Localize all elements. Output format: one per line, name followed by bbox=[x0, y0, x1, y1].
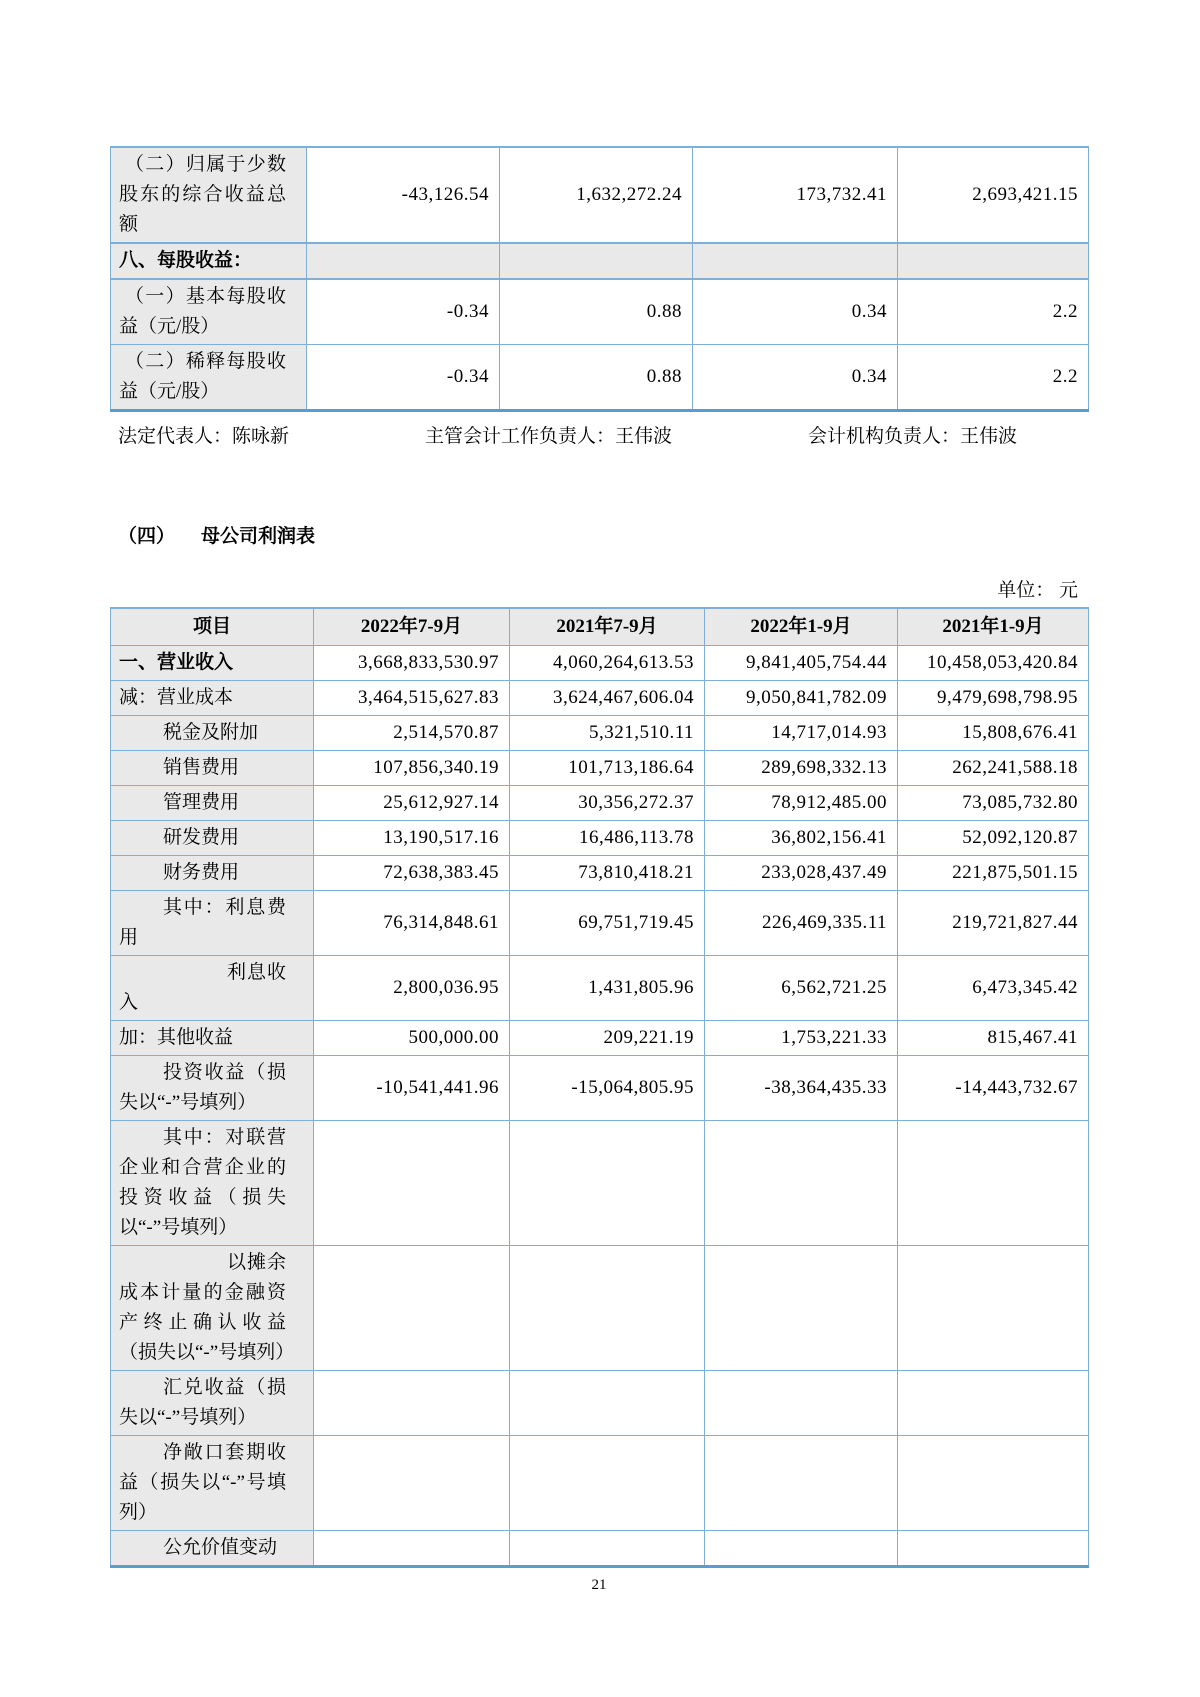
value-cell: 36,802,156.41 bbox=[705, 821, 898, 856]
value-cell: -0.34 bbox=[307, 279, 500, 345]
value-cell bbox=[510, 1246, 705, 1371]
value-cell bbox=[510, 1531, 705, 1567]
value-cell: 73,085,732.80 bbox=[898, 786, 1089, 821]
value-cell: 1,753,221.33 bbox=[705, 1021, 898, 1056]
value-cell: 76,314,848.61 bbox=[314, 891, 510, 956]
value-cell: 101,713,186.64 bbox=[510, 751, 705, 786]
value-cell: 25,612,927.14 bbox=[314, 786, 510, 821]
value-cell: 10,458,053,420.84 bbox=[898, 646, 1089, 681]
accounting-org-head: 会计机构负责人：王伟波 bbox=[808, 426, 1018, 447]
section-heading-label: （四） bbox=[118, 526, 176, 547]
value-cell: 221,875,501.15 bbox=[898, 856, 1089, 891]
row-label-cell: 以摊余成本计量的金融资产终止确认收益（损失以“-”号填列） bbox=[111, 1246, 314, 1371]
value-cell bbox=[705, 1246, 898, 1371]
table-row bbox=[111, 1436, 1089, 1531]
table-row bbox=[111, 1246, 1089, 1371]
value-cell: 0.88 bbox=[500, 345, 693, 411]
table-header-row bbox=[111, 608, 1089, 646]
table-row bbox=[111, 856, 1089, 891]
value-cell bbox=[314, 1246, 510, 1371]
value-cell: 9,479,698,798.95 bbox=[898, 681, 1089, 716]
row-label-cell: 财务费用 bbox=[111, 856, 314, 891]
value-cell: 226,469,335.11 bbox=[705, 891, 898, 956]
table-row bbox=[111, 1371, 1089, 1436]
value-cell: 78,912,485.00 bbox=[705, 786, 898, 821]
value-cell: 2,693,421.15 bbox=[898, 147, 1089, 243]
column-header: 2021年1-9月 bbox=[898, 608, 1089, 646]
value-cell: -15,064,805.95 bbox=[510, 1056, 705, 1121]
row-label-cell: 一、营业收入 bbox=[111, 646, 314, 681]
value-cell bbox=[898, 1371, 1089, 1436]
signature-line bbox=[110, 421, 1088, 449]
value-cell: -10,541,441.96 bbox=[314, 1056, 510, 1121]
table-row bbox=[111, 786, 1089, 821]
table-row bbox=[111, 751, 1089, 786]
value-cell: 815,467.41 bbox=[898, 1021, 1089, 1056]
value-cell bbox=[510, 1371, 705, 1436]
row-label-cell: 净敞口套期收益（损失以“-”号填列） bbox=[111, 1436, 314, 1531]
row-label-cell: 研发费用 bbox=[111, 821, 314, 856]
row-label-cell: 公允价值变动 bbox=[111, 1531, 314, 1567]
row-label-cell: 八、每股收益： bbox=[111, 243, 307, 279]
value-cell: 3,624,467,606.04 bbox=[510, 681, 705, 716]
value-cell: 6,473,345.42 bbox=[898, 956, 1089, 1021]
value-cell bbox=[705, 1371, 898, 1436]
table-row bbox=[111, 1121, 1089, 1246]
table-row bbox=[111, 681, 1089, 716]
value-cell bbox=[307, 243, 500, 279]
section-row bbox=[111, 243, 1089, 279]
page-number: 21 bbox=[591, 1577, 607, 1593]
row-label-cell: 加：其他收益 bbox=[111, 1021, 314, 1056]
row-label-cell: 减：营业成本 bbox=[111, 681, 314, 716]
value-cell: 2,514,570.87 bbox=[314, 716, 510, 751]
column-header: 2022年7-9月 bbox=[314, 608, 510, 646]
value-cell: 13,190,517.16 bbox=[314, 821, 510, 856]
value-cell: 0.34 bbox=[693, 279, 898, 345]
column-header: 2021年7-9月 bbox=[510, 608, 705, 646]
section-heading bbox=[110, 521, 1088, 548]
value-cell: 0.34 bbox=[693, 345, 898, 411]
value-cell: 289,698,332.13 bbox=[705, 751, 898, 786]
row-label-cell: 其中：利息费用 bbox=[111, 891, 314, 956]
value-cell: -43,126.54 bbox=[307, 147, 500, 243]
row-label-cell: 投资收益（损失以“-”号填列） bbox=[111, 1056, 314, 1121]
table-row bbox=[111, 646, 1089, 681]
value-cell: -38,364,435.33 bbox=[705, 1056, 898, 1121]
table-row bbox=[111, 1056, 1089, 1121]
value-cell bbox=[500, 243, 693, 279]
value-cell bbox=[898, 243, 1089, 279]
value-cell: 3,668,833,530.97 bbox=[314, 646, 510, 681]
table-row bbox=[111, 279, 1089, 345]
value-cell bbox=[314, 1531, 510, 1567]
value-cell: 173,732.41 bbox=[693, 147, 898, 243]
parent-company-income-statement-table bbox=[110, 607, 1089, 1568]
value-cell bbox=[510, 1121, 705, 1246]
value-cell: 6,562,721.25 bbox=[705, 956, 898, 1021]
value-cell: 5,321,510.11 bbox=[510, 716, 705, 751]
value-cell: 14,717,014.93 bbox=[705, 716, 898, 751]
value-cell bbox=[705, 1436, 898, 1531]
value-cell: 72,638,383.45 bbox=[314, 856, 510, 891]
page-content bbox=[110, 146, 1088, 1594]
value-cell bbox=[693, 243, 898, 279]
chief-accountant: 主管会计工作负责人：王伟波 bbox=[425, 426, 673, 447]
value-cell: 219,721,827.44 bbox=[898, 891, 1089, 956]
unit-label: 单位： 元 bbox=[997, 580, 1078, 601]
value-cell bbox=[314, 1371, 510, 1436]
table-row bbox=[111, 891, 1089, 956]
value-cell bbox=[898, 1436, 1089, 1531]
value-cell: 1,632,272.24 bbox=[500, 147, 693, 243]
value-cell: 262,241,588.18 bbox=[898, 751, 1089, 786]
value-cell bbox=[314, 1121, 510, 1246]
value-cell: 107,856,340.19 bbox=[314, 751, 510, 786]
value-cell: 209,221.19 bbox=[510, 1021, 705, 1056]
value-cell: 233,028,437.49 bbox=[705, 856, 898, 891]
table-row bbox=[111, 147, 1089, 243]
value-cell: 2.2 bbox=[898, 345, 1089, 411]
value-cell: 3,464,515,627.83 bbox=[314, 681, 510, 716]
row-label-cell: （一）基本每股收益（元/股） bbox=[111, 279, 307, 345]
value-cell: 9,841,405,754.44 bbox=[705, 646, 898, 681]
column-header: 项目 bbox=[111, 608, 314, 646]
section-heading-title: 母公司利润表 bbox=[201, 526, 316, 547]
value-cell: 1,431,805.96 bbox=[510, 956, 705, 1021]
table-row bbox=[111, 1021, 1089, 1056]
value-cell bbox=[510, 1436, 705, 1531]
row-label-cell: 销售费用 bbox=[111, 751, 314, 786]
value-cell: 9,050,841,782.09 bbox=[705, 681, 898, 716]
value-cell bbox=[705, 1531, 898, 1567]
value-cell bbox=[705, 1121, 898, 1246]
value-cell: 2.2 bbox=[898, 279, 1089, 345]
value-cell: 500,000.00 bbox=[314, 1021, 510, 1056]
value-cell: 4,060,264,613.53 bbox=[510, 646, 705, 681]
value-cell bbox=[898, 1531, 1089, 1567]
table-row bbox=[111, 716, 1089, 751]
table-row bbox=[111, 956, 1089, 1021]
earnings-per-share-table bbox=[110, 146, 1089, 412]
row-label-cell: 管理费用 bbox=[111, 786, 314, 821]
row-label-cell: 汇兑收益（损失以“-”号填列） bbox=[111, 1371, 314, 1436]
value-cell: -14,443,732.67 bbox=[898, 1056, 1089, 1121]
value-cell: 69,751,719.45 bbox=[510, 891, 705, 956]
value-cell: 0.88 bbox=[500, 279, 693, 345]
value-cell bbox=[898, 1121, 1089, 1246]
value-cell: 15,808,676.41 bbox=[898, 716, 1089, 751]
row-label-cell: 利息收入 bbox=[111, 956, 314, 1021]
table-row bbox=[111, 821, 1089, 856]
value-cell: -0.34 bbox=[307, 345, 500, 411]
value-cell: 52,092,120.87 bbox=[898, 821, 1089, 856]
value-cell: 2,800,036.95 bbox=[314, 956, 510, 1021]
table-row bbox=[111, 1531, 1089, 1567]
row-label-cell: 其中：对联营企业和合营企业的投资收益（损失以“-”号填列） bbox=[111, 1121, 314, 1246]
legal-representative: 法定代表人：陈咏新 bbox=[118, 426, 290, 447]
value-cell bbox=[314, 1436, 510, 1531]
row-label-cell: （二）归属于少数股东的综合收益总额 bbox=[111, 147, 307, 243]
value-cell bbox=[898, 1246, 1089, 1371]
value-cell: 73,810,418.21 bbox=[510, 856, 705, 891]
value-cell: 16,486,113.78 bbox=[510, 821, 705, 856]
row-label-cell: （二）稀释每股收益（元/股） bbox=[111, 345, 307, 411]
table-row bbox=[111, 345, 1089, 411]
row-label-cell: 税金及附加 bbox=[111, 716, 314, 751]
column-header: 2022年1-9月 bbox=[705, 608, 898, 646]
value-cell: 30,356,272.37 bbox=[510, 786, 705, 821]
